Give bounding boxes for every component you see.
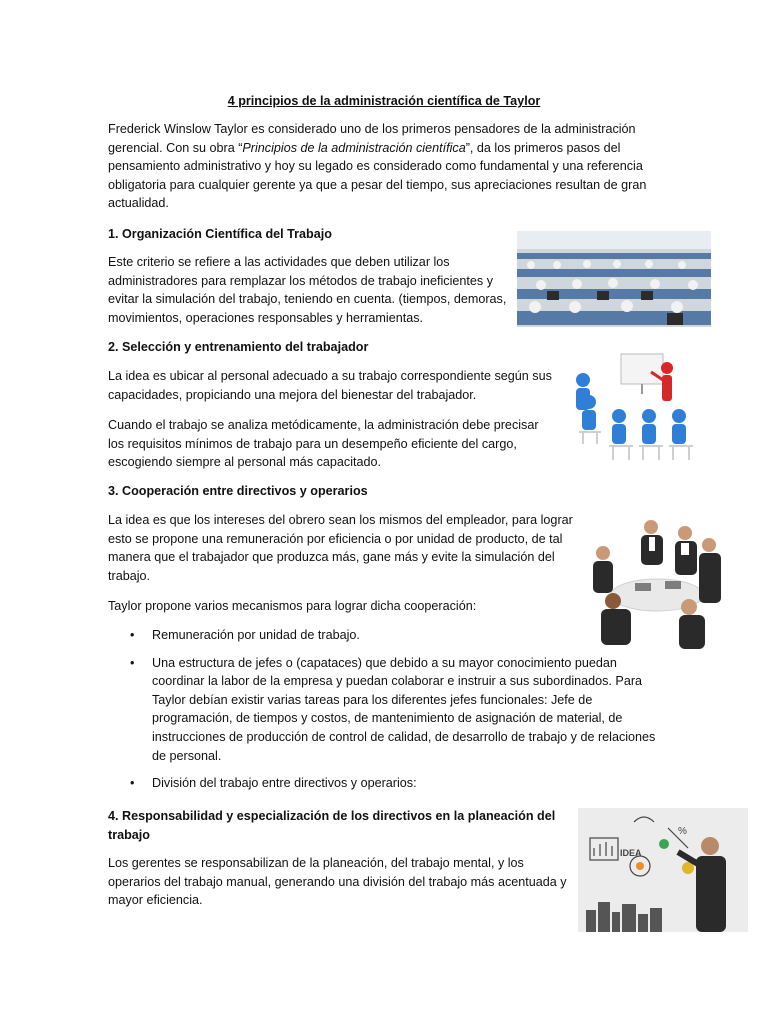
list-item <box>108 626 668 645</box>
section-1-paragraph: Este criterio se refiere a las actividades que deben utilizar los administradores para remplazar los métodos de trabajo ineficientes y evitar la simulación del trabajo, teniendo en cuenta. (tiempos, demoras, movimientos, operaciones responsables y herramientas. <box>108 255 507 325</box>
list-item <box>108 654 668 766</box>
chalk-percent-label: % <box>678 826 687 837</box>
book-title: Principios de la administración científica <box>242 140 466 155</box>
section-4-paragraph: Los gerentes se responsabilizan de la planeación, del trabajo mental, y los operarios del trabajo manual, generando una división del trabajo más acentuada y mayor eficiencia. <box>108 856 567 908</box>
presentation-figures-illustration <box>563 350 713 472</box>
section-3-paragraph-1: La idea es que los intereses del obrero sean los mismos del empleador, para lograr esto se propone una remuneración por eficiencia o por unidad de producto, de tal manera que el trabajador que produzca más, gane más y evite la simulación del trabajo. <box>108 513 573 583</box>
section-2-paragraph-2: Cuando el trabajo se analiza metódicamente, la administración debe precisar los requisitos mínimos de trabajo para un desempeño eficiente del cargo, escogiendo siempre al personal más capacitado. <box>108 418 539 470</box>
section-2-heading: 2. Selección y entrenamiento del trabajador <box>108 340 369 354</box>
intro-text-end: ”, da los primeros pasos del pensamiento administrativo y hoy su legado es considerado como fundamental y una referencia obligatoria para cualquier gerente ya que a pesar del tiempo, sus apreciaciones resultan de gran actualidad. <box>108 140 647 211</box>
intro-text-start: Frederick Winslow Taylor es considerado uno de los primeros pensadores de la administración gerencial. Con su obra “ <box>108 122 636 155</box>
list-item <box>108 774 668 793</box>
call-center-photo <box>517 231 711 327</box>
intro-paragraph <box>108 120 660 213</box>
planning-chalkboard-photo <box>578 808 748 932</box>
section-1-heading: 1. Organización Científica del Trabajo <box>108 227 332 241</box>
section-3-paragraph-2: Taylor propone varios mecanismos para lograr dicha cooperación: <box>108 599 477 613</box>
list-item-text: Remuneración por unidad de trabajo. <box>152 628 360 642</box>
section-2-paragraph-1: La idea es ubicar al personal adecuado a su trabajo correspondiente según sus capacidades, propiciando una mejora del bienestar del trabajador. <box>108 369 552 402</box>
bullet-icon: • <box>130 628 135 642</box>
section-3-heading: 3. Cooperación entre directivos y operarios <box>108 484 368 498</box>
section-4-heading: 4. Responsabilidad y especialización de los directivos en la planeación del trabajo <box>108 809 556 842</box>
bullet-icon: • <box>130 776 135 791</box>
mechanisms-list <box>108 626 668 793</box>
list-item-text: División del trabajo entre directivos y operarios: <box>152 776 417 791</box>
bullet-icon: • <box>130 655 135 670</box>
list-item-text: Una estructura de jefes o (capataces) que debido a su mayor conocimiento puedan coordinar la labor de la empresa y puedan colaborar e instruir a sus subordinados. Para Taylor debían existir varias tareas para los diferentes jefes funcionales: Jefe de programación, de tiempos y costos, de mantenimiento de asignación de material, de instrucciones de producción de control de calidad, de desarrollo de trabajo y de relaciones de personal. <box>152 655 656 763</box>
document-title: 4 principios de la administración científica de Taylor <box>227 94 541 108</box>
chalk-idea-label: IDEA <box>620 848 642 858</box>
